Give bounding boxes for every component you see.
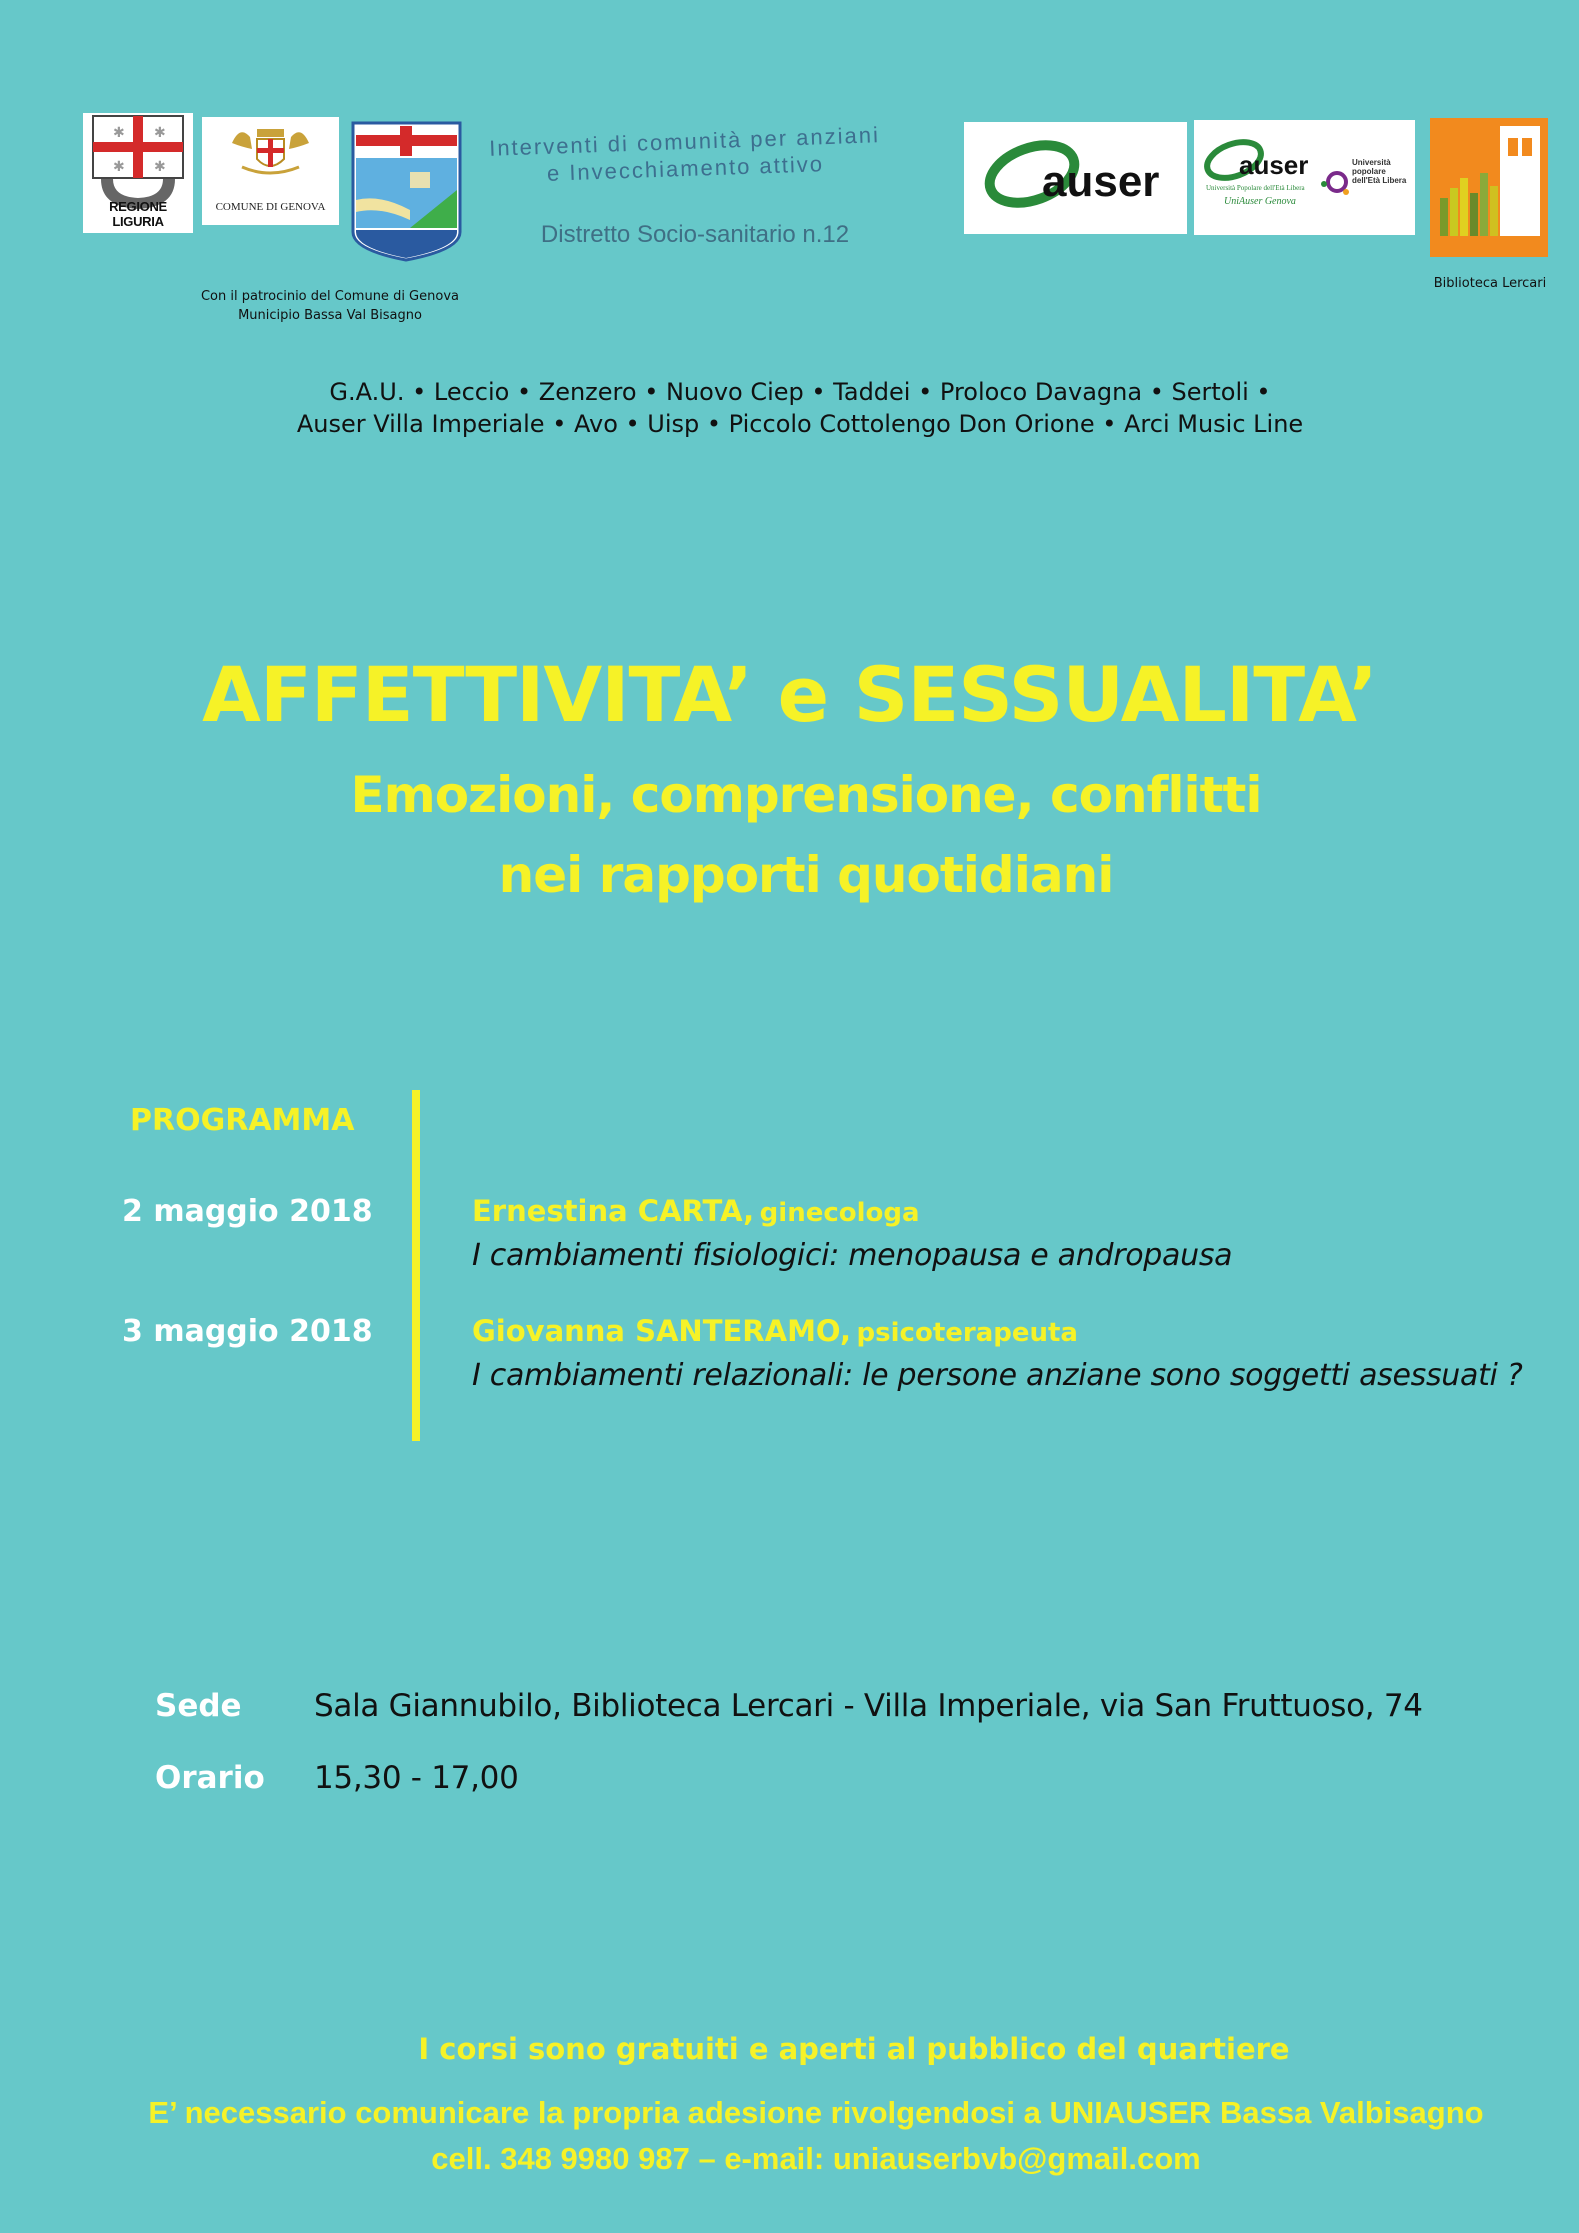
event-speaker	[472, 1194, 920, 1228]
biblioteca-lercari-logo	[1430, 118, 1548, 257]
comune-crest-icon	[202, 117, 339, 197]
speaker-name: Ernestina CARTA,	[472, 1194, 755, 1228]
patrocinio-note	[170, 287, 490, 325]
regione-label: REGIONE LIGURIA	[109, 199, 167, 229]
patrocinio-line2: Municipio Bassa Val Bisagno	[238, 308, 422, 323]
auser-logo	[964, 122, 1187, 234]
contact-line1: E’ necessario comunicare la propria adesione rivolgendosi a UNIAUSER Bassa Valbisagno	[148, 2095, 1484, 2130]
programma-divider	[412, 1090, 420, 1441]
biblioteca-label: Biblioteca Lercari	[1433, 276, 1547, 291]
patrocinio-line1: Con il patrocinio del Comune di Genova	[200, 289, 459, 304]
project-title-line2: e Invecchiamento attivo	[546, 151, 825, 186]
sede-value: Sala Giannubilo, Biblioteca Lercari - Villa Imperiale, via San Fruttuoso, 74	[314, 1688, 1423, 1724]
auser-swirl-icon	[964, 122, 1187, 234]
uniauser-wordmark: auser	[1239, 150, 1309, 180]
auser-wordmark: auser	[1042, 157, 1160, 206]
event-subtitle	[0, 755, 1579, 915]
event-topic: I cambiamenti relazionali: le persone anziane sono soggetti asessuati ?	[472, 1358, 1523, 1393]
programma-heading: PROGRAMMA	[130, 1103, 355, 1138]
uniauser-swirl-icon	[1194, 120, 1415, 235]
speaker-role: ginecologa	[759, 1198, 920, 1228]
associations-line2: Auser Villa Imperiale • Avo • Uisp • Piccolo Cottolengo Don Orione • Arci Music Line	[296, 410, 1304, 438]
uniauser-subtext2: UniAuser Genova	[1224, 196, 1296, 207]
district-label: Distretto Socio-sanitario n.12	[540, 221, 850, 248]
subtitle-line1: Emozioni, comprensione, conflitti	[350, 766, 1262, 824]
free-courses-note: I corsi sono gratuiti e aperti al pubblico del quartiere	[418, 2032, 1290, 2066]
associations-line1: G.A.U. • Leccio • Zenzero • Nuovo Ciep • Taddei • Proloco Davagna • Sertoli •	[329, 378, 1271, 406]
comune-genova-logo	[202, 117, 339, 225]
svg-text:✱: ✱	[154, 159, 166, 175]
biblioteca-books-icon	[1430, 118, 1548, 257]
municipio-shield-icon	[350, 120, 463, 262]
contact-line2: cell. 348 9980 987 – e-mail: uniauserbvb@gmail.com	[431, 2141, 1201, 2176]
event-speaker	[472, 1314, 1078, 1348]
project-title-line1: Interventi di comunità per anziani	[488, 122, 881, 161]
regione-liguria-shield-icon	[83, 113, 193, 213]
event-date: 3 maggio 2018	[122, 1314, 373, 1349]
project-title	[469, 121, 901, 190]
event-topic: I cambiamenti fisiologici: menopausa e andropausa	[472, 1238, 1233, 1273]
event-date: 2 maggio 2018	[122, 1194, 373, 1229]
comune-label: COMUNE DI GENOVA	[215, 201, 326, 213]
uniauser-subtext: Università Popolare dell'Età Libera	[1206, 184, 1305, 192]
regione-liguria-logo	[83, 113, 193, 233]
subtitle-line2: nei rapporti quotidiani	[498, 846, 1114, 904]
sede-label: Sede	[155, 1688, 242, 1724]
orario-value: 15,30 - 17,00	[314, 1760, 519, 1796]
uniauser-logo	[1194, 120, 1415, 235]
svg-text:✱: ✱	[154, 125, 166, 141]
uniauser-right-text: Università popolare dell'Età Libera	[1352, 158, 1407, 185]
municipio-shield-logo	[350, 120, 463, 262]
event-title: AFFETTIVITA’ e SESSUALITA’	[202, 650, 1377, 739]
associations-list	[140, 376, 1460, 440]
svg-text:✱: ✱	[113, 125, 125, 141]
svg-text:✱: ✱	[113, 159, 125, 175]
orario-label: Orario	[155, 1760, 265, 1796]
speaker-name: Giovanna SANTERAMO,	[472, 1314, 851, 1348]
speaker-role: psicoterapeuta	[856, 1318, 1078, 1348]
